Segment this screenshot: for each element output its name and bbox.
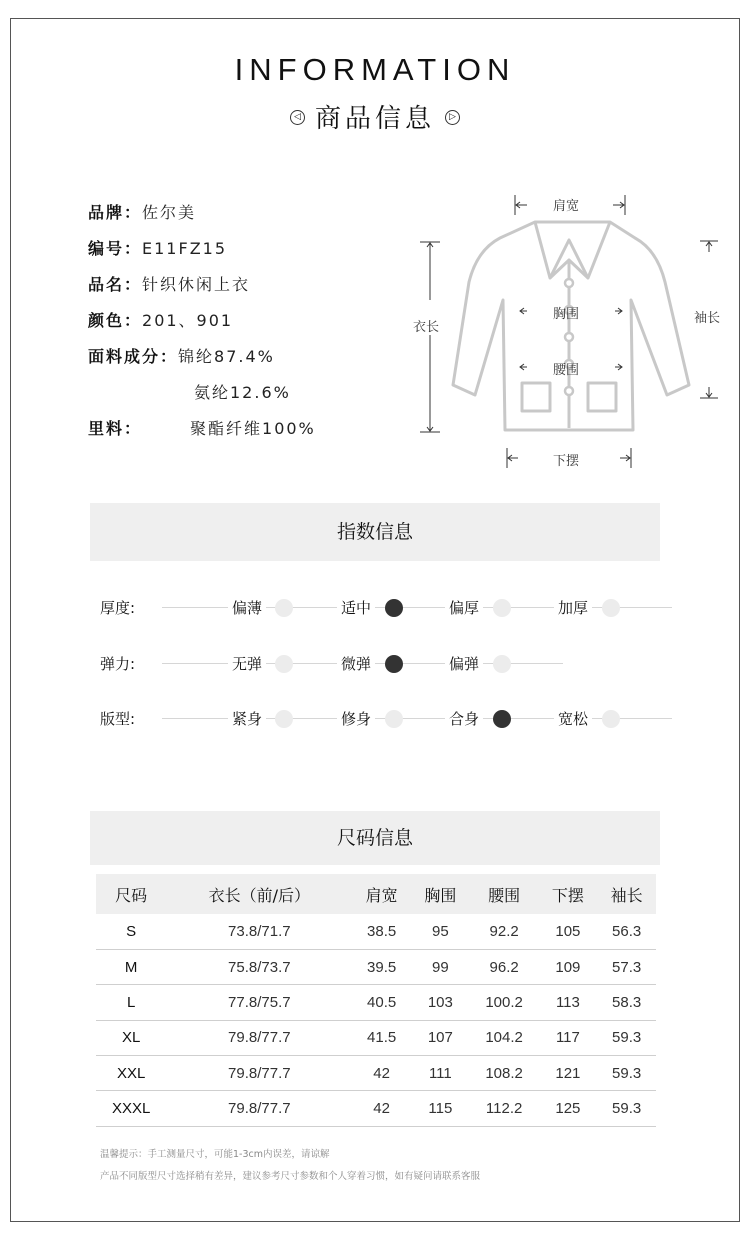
arrow-right-icon: ▷ bbox=[445, 110, 460, 125]
index-dot bbox=[602, 599, 620, 617]
index-row-label: 厚度: bbox=[100, 599, 136, 617]
size-cell: L bbox=[96, 985, 166, 1020]
size-cell: 117 bbox=[539, 1020, 598, 1055]
size-cell: 59.3 bbox=[597, 1091, 656, 1126]
index-row bbox=[0, 707, 750, 731]
size-cell: 105 bbox=[539, 914, 598, 949]
index-dot-selected bbox=[493, 710, 511, 728]
size-table-body bbox=[96, 914, 656, 1126]
index-dot bbox=[493, 599, 511, 617]
info-fabric-2: 氨纶12.6% bbox=[194, 383, 291, 402]
size-cell: 125 bbox=[539, 1091, 598, 1126]
index-dot-selected bbox=[385, 599, 403, 617]
size-cell: 57.3 bbox=[597, 949, 656, 984]
index-option-label: 加厚 bbox=[554, 596, 592, 620]
size-cell: 103 bbox=[411, 985, 470, 1020]
index-row bbox=[0, 596, 750, 620]
size-cell: 95 bbox=[411, 914, 470, 949]
index-dot bbox=[602, 710, 620, 728]
index-row-label: 弹力: bbox=[100, 655, 136, 673]
size-cell: 39.5 bbox=[352, 949, 411, 984]
size-cell: 73.8/71.7 bbox=[166, 914, 352, 949]
info-brand: 品牌：佐尔美 bbox=[88, 203, 197, 222]
index-option-label: 宽松 bbox=[554, 707, 592, 731]
size-header-cell: 胸围 bbox=[411, 874, 470, 914]
info-code: 编号：E11FZ15 bbox=[88, 239, 228, 258]
index-dot bbox=[275, 655, 293, 673]
size-title: 尺码信息 bbox=[90, 811, 660, 865]
size-cell: 111 bbox=[411, 1056, 470, 1091]
index-option-label: 紧身 bbox=[228, 707, 266, 731]
size-cell: 96.2 bbox=[470, 949, 539, 984]
size-cell: 115 bbox=[411, 1091, 470, 1126]
table-row bbox=[96, 1020, 656, 1055]
label-shoulder: 肩宽 bbox=[553, 199, 580, 214]
info-name: 品名：针织休闲上衣 bbox=[88, 275, 251, 294]
index-option-label: 修身 bbox=[337, 707, 375, 731]
arrow-left-icon: ◁ bbox=[290, 110, 305, 125]
size-cell: 79.8/77.7 bbox=[166, 1056, 352, 1091]
size-header-cell: 袖长 bbox=[597, 874, 656, 914]
size-cell: 56.3 bbox=[597, 914, 656, 949]
size-cell: 77.8/75.7 bbox=[166, 985, 352, 1020]
size-cell: 121 bbox=[539, 1056, 598, 1091]
size-cell: 59.3 bbox=[597, 1020, 656, 1055]
note-line-2: 产品不同版型尺寸选择稍有差异，建议参考尺寸参数和个人穿着习惯，如有疑问请联系客服 bbox=[100, 1171, 481, 1182]
size-cell: XL bbox=[96, 1020, 166, 1055]
size-cell: 42 bbox=[352, 1056, 411, 1091]
index-dot bbox=[275, 710, 293, 728]
size-header-cell: 腰围 bbox=[470, 874, 539, 914]
table-row bbox=[96, 1056, 656, 1091]
size-cell: 41.5 bbox=[352, 1020, 411, 1055]
index-option-label: 合身 bbox=[445, 707, 483, 731]
index-dot bbox=[493, 655, 511, 673]
size-cell: 58.3 bbox=[597, 985, 656, 1020]
table-row bbox=[96, 914, 656, 949]
size-header-cell: 衣长（前/后） bbox=[166, 874, 352, 914]
title-cn bbox=[0, 98, 750, 135]
size-cell: 40.5 bbox=[352, 985, 411, 1020]
size-cell: 79.8/77.7 bbox=[166, 1091, 352, 1126]
size-cell: 59.3 bbox=[597, 1056, 656, 1091]
note-line-1: 温馨提示：手工测量尺寸，可能1-3cm内误差，请谅解 bbox=[100, 1149, 330, 1160]
size-cell: 107 bbox=[411, 1020, 470, 1055]
index-option-label: 偏薄 bbox=[228, 596, 266, 620]
size-cell: S bbox=[96, 914, 166, 949]
index-row bbox=[0, 652, 750, 676]
index-option-label: 偏厚 bbox=[445, 596, 483, 620]
info-color: 颜色：201、901 bbox=[88, 311, 234, 330]
index-row-label: 版型: bbox=[100, 710, 136, 728]
index-option-label: 偏弹 bbox=[445, 652, 483, 676]
size-cell: 112.2 bbox=[470, 1091, 539, 1126]
table-row bbox=[96, 985, 656, 1020]
size-cell: XXXL bbox=[96, 1091, 166, 1126]
index-option-label: 无弹 bbox=[228, 652, 266, 676]
size-cell: 79.8/77.7 bbox=[166, 1020, 352, 1055]
size-cell: 109 bbox=[539, 949, 598, 984]
info-fabric: 面料成分：锦纶87.4% bbox=[88, 347, 275, 366]
index-dot-selected bbox=[385, 655, 403, 673]
table-row bbox=[96, 949, 656, 984]
size-cell: 92.2 bbox=[470, 914, 539, 949]
label-length: 衣长 bbox=[413, 320, 440, 335]
size-cell: 100.2 bbox=[470, 985, 539, 1020]
size-cell: 104.2 bbox=[470, 1020, 539, 1055]
size-table bbox=[96, 874, 656, 1127]
size-cell: 75.8/73.7 bbox=[166, 949, 352, 984]
size-cell: XXL bbox=[96, 1056, 166, 1091]
size-cell: 42 bbox=[352, 1091, 411, 1126]
size-cell: 99 bbox=[411, 949, 470, 984]
label-waist: 腰围 bbox=[553, 363, 580, 378]
index-dot bbox=[275, 599, 293, 617]
size-header-cell: 肩宽 bbox=[352, 874, 411, 914]
info-lining: 里料： 聚酯纤维100% bbox=[88, 419, 316, 438]
label-chest: 胸围 bbox=[553, 307, 580, 322]
size-header-cell: 尺码 bbox=[96, 874, 166, 914]
jacket-illustration bbox=[405, 190, 735, 480]
index-title: 指数信息 bbox=[90, 503, 660, 561]
index-option-label: 适中 bbox=[337, 596, 375, 620]
label-sleeve: 袖长 bbox=[694, 311, 721, 326]
table-row bbox=[96, 1091, 656, 1126]
garment-diagram bbox=[405, 190, 735, 480]
size-cell: 38.5 bbox=[352, 914, 411, 949]
label-hem: 下摆 bbox=[553, 454, 580, 469]
size-cell: 113 bbox=[539, 985, 598, 1020]
size-header-cell: 下摆 bbox=[539, 874, 598, 914]
index-dot bbox=[385, 710, 403, 728]
title-en: INFORMATION bbox=[234, 52, 516, 87]
size-table-header bbox=[96, 874, 656, 914]
title-cn-text: 商品信息 bbox=[314, 104, 435, 134]
size-cell: 108.2 bbox=[470, 1056, 539, 1091]
index-option-label: 微弹 bbox=[337, 652, 375, 676]
size-cell: M bbox=[96, 949, 166, 984]
